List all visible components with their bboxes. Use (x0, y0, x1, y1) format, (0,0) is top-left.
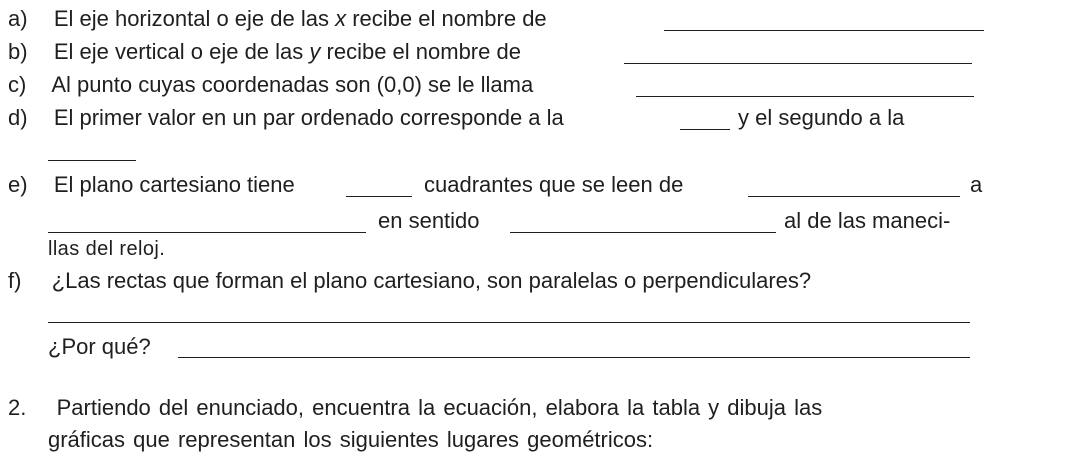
blank-d2[interactable] (48, 160, 136, 161)
item-a-variable: x (335, 6, 347, 31)
blank-e3[interactable] (48, 232, 366, 233)
item-c (8, 72, 533, 98)
blank-c[interactable] (636, 96, 974, 97)
exercise-2-text-1: Partiendo del enunciado, encuentra la ecuación, elabora la tabla y dibuja las (56, 395, 823, 420)
item-e-text-5: al de las maneci- (784, 208, 951, 233)
exercise-2-number: 2. (8, 395, 27, 420)
blank-f1[interactable] (48, 322, 970, 323)
item-e-text-1: El plano cartesiano tiene (53, 172, 295, 197)
item-a-marker: a) (8, 6, 28, 31)
item-e-line3 (48, 236, 165, 262)
exercise-2-line2 (48, 427, 653, 453)
item-e-text-3: a (970, 172, 983, 197)
item-d (8, 105, 564, 131)
item-d-marker: d) (8, 105, 28, 130)
item-a-text-post: recibe el nombre de (346, 6, 547, 31)
item-c-marker: c) (8, 72, 27, 97)
item-f-why (48, 334, 151, 360)
item-e-text-2: cuadrantes que se leen de (424, 172, 684, 197)
blank-f2[interactable] (178, 357, 970, 358)
item-a-text-pre: El eje horizontal o eje de las (53, 6, 336, 31)
item-b-variable: y (309, 39, 321, 64)
item-c-text: Al punto cuyas coordenadas son (0,0) se le llama (51, 72, 534, 97)
item-f-question: ¿Las rectas que forman el plano cartesiano, son paralelas o perpendiculares? (51, 268, 812, 293)
item-e-line1 (8, 172, 295, 198)
blank-e1[interactable] (346, 196, 412, 197)
item-e-mid (424, 172, 683, 198)
item-d-text-pre: El primer valor en un par ordenado corresponde a la (53, 105, 564, 130)
item-b-text-pre: El eje vertical o eje de las (53, 39, 310, 64)
exercise-2-line1 (8, 395, 822, 421)
exercise-2-text-2: gráficas que representan los siguientes lugares geométricos: (48, 427, 654, 452)
blank-a[interactable] (664, 30, 984, 31)
item-b-marker: b) (8, 39, 28, 64)
item-f-why-label: ¿Por qué? (48, 334, 151, 359)
blank-e4[interactable] (510, 232, 776, 233)
blank-d1[interactable] (680, 129, 730, 130)
item-b (8, 39, 521, 65)
item-f (8, 268, 811, 294)
item-e-line2-b (784, 208, 950, 234)
item-e-text-4: en sentido (378, 208, 480, 233)
item-b-text-post: recibe el nombre de (320, 39, 521, 64)
item-e-a (970, 172, 982, 198)
item-f-marker: f) (8, 268, 22, 293)
item-d-post (738, 105, 904, 131)
item-a (8, 6, 547, 32)
item-e-text-6: llas del reloj. (48, 238, 166, 260)
item-d-text-post: y el segundo a la (738, 105, 905, 130)
item-e-marker: e) (8, 172, 28, 197)
blank-e2[interactable] (748, 196, 960, 197)
blank-b[interactable] (624, 63, 972, 64)
item-e-line2-a (378, 208, 480, 234)
